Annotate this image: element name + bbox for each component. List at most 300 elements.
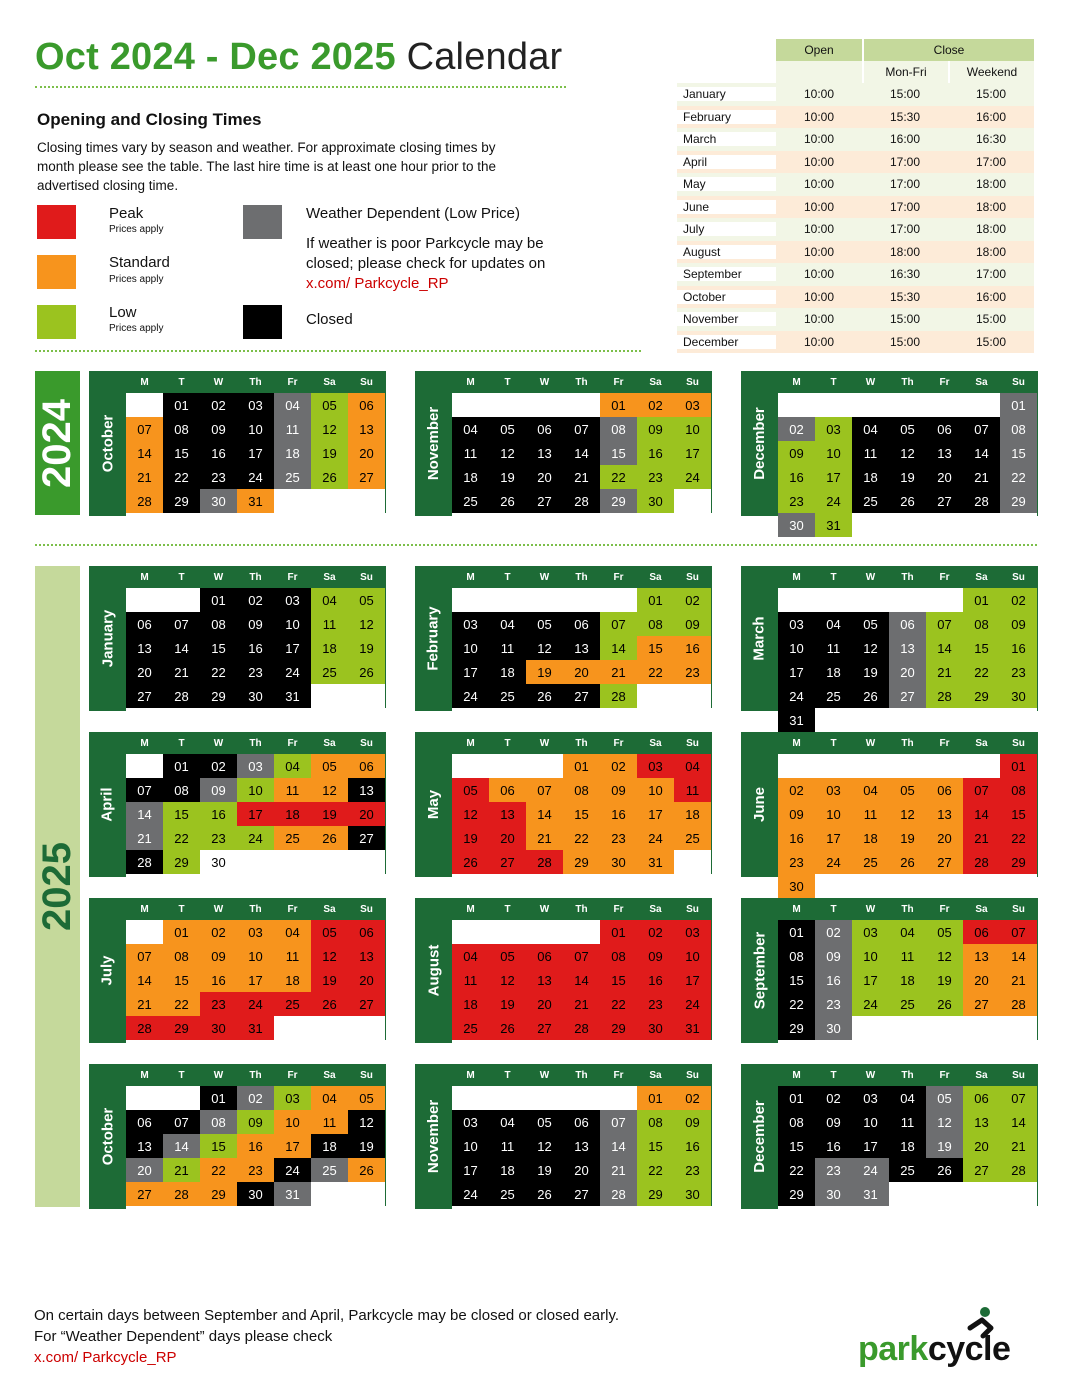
year-2024-label: 2024 xyxy=(35,398,80,488)
day-cell: 04 xyxy=(489,612,526,636)
day-cell: 16 xyxy=(815,968,852,992)
day-cell: 25 xyxy=(852,850,889,874)
day-cell: 07 xyxy=(126,778,163,802)
weekday-header: Th xyxy=(901,903,914,915)
day-cell: 05 xyxy=(489,417,526,441)
times-close-monfri: 17:00 xyxy=(889,222,921,237)
blank-cell xyxy=(889,393,926,417)
day-cell: 04 xyxy=(311,1086,348,1110)
blank-cell xyxy=(348,1182,385,1206)
day-cell: 18 xyxy=(674,802,711,826)
weekday-header: Su xyxy=(360,376,373,388)
day-cell: 04 xyxy=(852,778,889,802)
day-cell: 16 xyxy=(1000,636,1037,660)
day-cell: 27 xyxy=(963,1158,1000,1182)
weekday-header: M xyxy=(792,376,801,388)
day-cell: 19 xyxy=(311,802,348,826)
day-cell: 07 xyxy=(926,612,963,636)
day-cell: 30 xyxy=(237,684,274,708)
logo-park-text: park xyxy=(858,1330,928,1368)
day-cell: 05 xyxy=(526,1110,563,1134)
blank-cell xyxy=(778,393,815,417)
blank-cell xyxy=(889,874,926,898)
blank-cell xyxy=(1000,708,1037,732)
footer-note xyxy=(34,1305,619,1368)
day-cell: 28 xyxy=(126,850,163,874)
day-cell: 09 xyxy=(637,417,674,441)
blank-cell xyxy=(311,1182,348,1206)
day-cell: 01 xyxy=(1000,754,1037,778)
month-label xyxy=(741,898,778,1043)
day-cell: 16 xyxy=(637,968,674,992)
times-close-weekend: 17:00 xyxy=(975,154,1007,169)
blank-cell xyxy=(963,874,1000,898)
times-row xyxy=(677,128,1034,151)
weekday-header: Sa xyxy=(649,571,662,583)
day-cell: 10 xyxy=(274,1110,311,1134)
day-cell: 13 xyxy=(348,417,385,441)
blank-cell xyxy=(852,708,889,732)
weekday-header: Th xyxy=(249,903,262,915)
day-cell: 20 xyxy=(348,441,385,465)
day-cell: 28 xyxy=(126,489,163,513)
day-cell: 08 xyxy=(600,417,637,441)
blank-cell xyxy=(778,588,815,612)
day-cell: 24 xyxy=(274,1158,311,1182)
day-cell: 17 xyxy=(237,441,274,465)
day-cell: 17 xyxy=(674,441,711,465)
day-cell: 12 xyxy=(311,944,348,968)
day-cell: 21 xyxy=(1000,968,1037,992)
day-cell: 31 xyxy=(815,513,852,537)
day-cell: 02 xyxy=(200,920,237,944)
day-cell: 17 xyxy=(852,968,889,992)
weekday-header: Th xyxy=(575,903,588,915)
times-open: 10:00 xyxy=(803,87,835,102)
day-cell: 02 xyxy=(815,1086,852,1110)
day-cell: 08 xyxy=(200,1110,237,1134)
blank-cell xyxy=(926,393,963,417)
month-february xyxy=(415,566,712,711)
blank-area xyxy=(452,1040,712,1043)
day-cell: 01 xyxy=(600,393,637,417)
day-cell: 19 xyxy=(526,660,563,684)
weekday-header: T xyxy=(178,376,185,388)
closed-swatch xyxy=(243,305,282,339)
times-open-header: Open xyxy=(776,39,862,61)
day-cell: 26 xyxy=(926,1158,963,1182)
day-cell: 17 xyxy=(778,660,815,684)
day-cell: 03 xyxy=(274,1086,311,1110)
day-cell: 01 xyxy=(778,920,815,944)
day-cell: 15 xyxy=(778,1134,815,1158)
day-cell: 14 xyxy=(926,636,963,660)
times-close-weekend: 15:00 xyxy=(975,334,1007,349)
weekday-header: W xyxy=(213,903,224,915)
weekday-header: Th xyxy=(575,1069,588,1081)
day-cell: 26 xyxy=(526,684,563,708)
day-cell: 23 xyxy=(200,826,237,850)
day-cell: 04 xyxy=(311,588,348,612)
day-cell: 05 xyxy=(311,393,348,417)
blank-cell xyxy=(311,489,348,513)
times-close-header: Close xyxy=(862,39,1034,61)
day-cell: 25 xyxy=(889,1158,926,1182)
day-cell: 16 xyxy=(200,968,237,992)
day-cell: 31 xyxy=(274,684,311,708)
opening-text: Closing times vary by season and weather. For approximate closing times by month please see the table. The last hire time is at least one hour prior to the advertised closing time. xyxy=(37,140,497,193)
blank-area xyxy=(452,513,712,516)
weekday-header: Sa xyxy=(649,903,662,915)
day-cell: 07 xyxy=(600,1110,637,1134)
day-cell: 28 xyxy=(163,684,200,708)
day-cell: 09 xyxy=(200,417,237,441)
weekday-header: Sa xyxy=(649,1069,662,1081)
day-cell: 25 xyxy=(852,489,889,513)
day-cell: 29 xyxy=(1000,850,1037,874)
peak-sub: Prices apply xyxy=(109,224,164,235)
day-cell: 22 xyxy=(600,465,637,489)
blank-cell xyxy=(348,684,385,708)
day-cell: 18 xyxy=(311,1134,348,1158)
weekday-header: Th xyxy=(901,1069,914,1081)
blank-area xyxy=(126,1206,386,1209)
day-cell: 27 xyxy=(348,992,385,1016)
day-cell: 04 xyxy=(815,612,852,636)
day-cell: 23 xyxy=(237,1158,274,1182)
day-cell: 16 xyxy=(200,441,237,465)
day-cell: 15 xyxy=(163,441,200,465)
month-name: July xyxy=(98,955,116,986)
day-cell: 26 xyxy=(489,1016,526,1040)
day-cell: 28 xyxy=(600,684,637,708)
day-cell: 10 xyxy=(237,778,274,802)
weekday-header: Su xyxy=(686,737,699,749)
day-cell: 01 xyxy=(200,588,237,612)
day-cell: 18 xyxy=(852,465,889,489)
day-cell: 21 xyxy=(126,992,163,1016)
day-cell: 17 xyxy=(274,1134,311,1158)
blank-cell xyxy=(237,850,274,874)
month-label xyxy=(415,732,452,877)
day-cell: 19 xyxy=(852,660,889,684)
times-row xyxy=(677,151,1034,174)
blank-cell xyxy=(126,588,163,612)
day-cell: 26 xyxy=(311,465,348,489)
weekday-header: Sa xyxy=(323,571,336,583)
blank-cell xyxy=(926,588,963,612)
weekday-header: Su xyxy=(686,1069,699,1081)
day-cell: 09 xyxy=(674,1110,711,1134)
blank-cell xyxy=(489,1086,526,1110)
blank-cell xyxy=(852,1016,889,1040)
blank-cell xyxy=(311,850,348,874)
day-cell: 26 xyxy=(348,1158,385,1182)
day-cell: 04 xyxy=(489,1110,526,1134)
day-cell: 12 xyxy=(489,968,526,992)
blank-cell xyxy=(526,754,563,778)
day-cell: 16 xyxy=(674,636,711,660)
day-cell: 09 xyxy=(237,612,274,636)
times-open: 10:00 xyxy=(803,132,835,147)
times-open: 10:00 xyxy=(803,244,835,259)
weekday-header: Su xyxy=(1012,737,1025,749)
day-cell: 14 xyxy=(563,968,600,992)
day-cell: 14 xyxy=(1000,944,1037,968)
times-close-weekend: 18:00 xyxy=(975,244,1007,259)
day-cell: 19 xyxy=(311,441,348,465)
day-cell: 25 xyxy=(452,1016,489,1040)
day-cell: 09 xyxy=(600,778,637,802)
day-cell: 03 xyxy=(778,612,815,636)
peak-label: Peak xyxy=(109,205,144,222)
times-month: November xyxy=(677,312,776,326)
parkcycle-logo xyxy=(858,1306,1038,1368)
weekday-header: Su xyxy=(686,571,699,583)
times-close-weekend: 16:00 xyxy=(975,109,1007,124)
day-cell: 25 xyxy=(489,1182,526,1206)
day-cell: 10 xyxy=(852,1110,889,1134)
weekday-header: T xyxy=(178,903,185,915)
day-cell: 27 xyxy=(126,684,163,708)
day-cell: 30 xyxy=(778,874,815,898)
day-cell: 16 xyxy=(237,1134,274,1158)
day-cell: 29 xyxy=(163,1016,200,1040)
day-cell: 06 xyxy=(926,778,963,802)
blank-cell xyxy=(311,684,348,708)
weekday-header: Su xyxy=(360,903,373,915)
day-cell: 05 xyxy=(311,754,348,778)
blank-cell xyxy=(926,708,963,732)
day-cell: 05 xyxy=(452,778,489,802)
blank-cell xyxy=(963,754,1000,778)
weekday-header: Su xyxy=(1012,1069,1025,1081)
day-cell: 15 xyxy=(600,968,637,992)
day-cell: 27 xyxy=(526,1016,563,1040)
blank-cell xyxy=(163,1086,200,1110)
blank-cell xyxy=(600,588,637,612)
day-cell: 28 xyxy=(163,1182,200,1206)
day-cell: 24 xyxy=(237,826,274,850)
times-open: 10:00 xyxy=(803,109,835,124)
times-month: December xyxy=(677,335,776,349)
month-name: October xyxy=(99,414,117,473)
day-cell: 01 xyxy=(163,393,200,417)
legend-divider xyxy=(35,350,641,352)
month-name: June xyxy=(750,786,768,823)
blank-cell xyxy=(852,588,889,612)
day-cell: 07 xyxy=(1000,920,1037,944)
day-cell: 02 xyxy=(637,393,674,417)
weather-note: If weather is poor Parkcycle may be closed; please check for updates on xyxy=(306,235,546,272)
day-cell: 17 xyxy=(452,1158,489,1182)
day-cell: 24 xyxy=(274,660,311,684)
day-cell: 26 xyxy=(311,826,348,850)
day-cell: 07 xyxy=(163,612,200,636)
day-cell: 11 xyxy=(489,636,526,660)
weekday-header: Su xyxy=(686,903,699,915)
day-cell: 24 xyxy=(674,465,711,489)
weekday-header: W xyxy=(539,737,550,749)
day-cell: 16 xyxy=(637,441,674,465)
weekday-header: Fr xyxy=(287,571,298,583)
day-cell: 13 xyxy=(926,802,963,826)
times-month: February xyxy=(677,110,776,124)
day-cell: 03 xyxy=(237,920,274,944)
weekday-header: Fr xyxy=(613,903,624,915)
day-cell: 11 xyxy=(852,802,889,826)
month-label xyxy=(89,898,126,1043)
closed-label: Closed xyxy=(306,311,353,328)
weekday-header: Th xyxy=(575,376,588,388)
day-cell: 11 xyxy=(815,636,852,660)
times-month: May xyxy=(677,177,776,191)
blank-cell xyxy=(889,1016,926,1040)
day-cell: 21 xyxy=(963,826,1000,850)
blank-cell xyxy=(526,588,563,612)
day-cell: 30 xyxy=(1000,684,1037,708)
day-cell: 08 xyxy=(1000,417,1037,441)
month-label xyxy=(89,566,126,711)
day-cell: 09 xyxy=(200,778,237,802)
day-cell: 22 xyxy=(200,660,237,684)
day-cell: 14 xyxy=(163,636,200,660)
day-cell: 12 xyxy=(452,802,489,826)
blank-cell xyxy=(963,513,1000,537)
day-cell: 24 xyxy=(852,1158,889,1182)
day-cell: 06 xyxy=(926,417,963,441)
weekday-header: Su xyxy=(360,1069,373,1081)
year-2024-bar xyxy=(35,371,80,515)
day-cell: 02 xyxy=(600,754,637,778)
day-cell: 21 xyxy=(126,826,163,850)
day-cell: 07 xyxy=(163,1110,200,1134)
peak-swatch xyxy=(37,205,76,239)
day-cell: 08 xyxy=(600,944,637,968)
day-cell: 31 xyxy=(852,1182,889,1206)
month-december xyxy=(741,1064,1038,1209)
day-cell: 04 xyxy=(452,417,489,441)
day-cell: 23 xyxy=(815,992,852,1016)
day-cell: 23 xyxy=(778,850,815,874)
day-cell: 16 xyxy=(674,1134,711,1158)
day-cell: 31 xyxy=(274,1182,311,1206)
blank-cell xyxy=(637,684,674,708)
day-cell: 02 xyxy=(1000,588,1037,612)
weekday-header: W xyxy=(213,737,224,749)
blank-cell xyxy=(852,513,889,537)
weekday-header: Fr xyxy=(939,737,950,749)
day-cell: 04 xyxy=(452,944,489,968)
month-name: March xyxy=(751,616,768,661)
footer-link[interactable]: x.com/ Parkcycle_RP xyxy=(34,1349,177,1366)
day-cell: 23 xyxy=(237,660,274,684)
times-close-weekend: 18:00 xyxy=(975,222,1007,237)
day-cell: 11 xyxy=(452,968,489,992)
blank-cell xyxy=(674,684,711,708)
day-cell: 12 xyxy=(926,1110,963,1134)
day-cell: 24 xyxy=(852,992,889,1016)
day-cell: 18 xyxy=(452,465,489,489)
day-cell: 14 xyxy=(563,441,600,465)
day-cell: 26 xyxy=(348,660,385,684)
day-cell: 09 xyxy=(1000,612,1037,636)
weekday-header: Fr xyxy=(287,376,298,388)
weekday-header: T xyxy=(830,571,837,583)
day-cell: 03 xyxy=(852,920,889,944)
day-cell: 13 xyxy=(889,636,926,660)
day-cell: 02 xyxy=(674,1086,711,1110)
day-cell: 13 xyxy=(126,1134,163,1158)
day-cell: 10 xyxy=(237,417,274,441)
day-cell: 27 xyxy=(126,1182,163,1206)
day-cell: 01 xyxy=(778,1086,815,1110)
day-cell: 01 xyxy=(1000,393,1037,417)
weekday-header: Sa xyxy=(323,737,336,749)
blank-cell xyxy=(311,1016,348,1040)
blank-area xyxy=(452,708,712,711)
blank-cell xyxy=(348,1016,385,1040)
day-cell: 30 xyxy=(815,1182,852,1206)
day-cell: 01 xyxy=(200,1086,237,1110)
day-cell: 20 xyxy=(526,992,563,1016)
day-cell: 28 xyxy=(926,684,963,708)
day-cell: 25 xyxy=(311,660,348,684)
day-cell: 02 xyxy=(237,588,274,612)
day-cell: 15 xyxy=(200,1134,237,1158)
blank-cell xyxy=(526,920,563,944)
weekday-header: Fr xyxy=(613,376,624,388)
day-cell: 31 xyxy=(237,1016,274,1040)
weekday-header: Su xyxy=(360,737,373,749)
month-label xyxy=(741,1064,778,1209)
day-cell: 25 xyxy=(815,684,852,708)
blank-cell xyxy=(126,754,163,778)
weekday-header: Fr xyxy=(613,737,624,749)
month-label xyxy=(89,1064,126,1209)
day-cell: 19 xyxy=(926,1134,963,1158)
times-open: 10:00 xyxy=(803,334,835,349)
day-cell: 14 xyxy=(126,802,163,826)
weekday-header: M xyxy=(466,903,475,915)
weekday-header: M xyxy=(466,571,475,583)
blank-cell xyxy=(1000,1016,1037,1040)
day-cell: 15 xyxy=(1000,802,1037,826)
weekday-header: Th xyxy=(249,376,262,388)
blank-cell xyxy=(563,920,600,944)
weekday-header: W xyxy=(865,737,876,749)
weather-link[interactable]: x.com/ Parkcycle_RP xyxy=(306,275,449,292)
day-cell: 24 xyxy=(237,992,274,1016)
blank-cell xyxy=(1000,874,1037,898)
day-cell: 03 xyxy=(815,417,852,441)
day-cell: 04 xyxy=(889,1086,926,1110)
day-cell: 22 xyxy=(778,1158,815,1182)
times-row xyxy=(677,218,1034,241)
blank-cell xyxy=(489,920,526,944)
day-cell: 30 xyxy=(815,1016,852,1040)
day-cell: 14 xyxy=(163,1134,200,1158)
blank-area xyxy=(126,513,386,516)
day-cell: 15 xyxy=(200,636,237,660)
weekday-header: Sa xyxy=(323,376,336,388)
weekday-header: Sa xyxy=(323,903,336,915)
day-cell: 25 xyxy=(489,684,526,708)
day-cell: 25 xyxy=(274,826,311,850)
day-cell: 15 xyxy=(637,1134,674,1158)
day-cell: 14 xyxy=(963,802,1000,826)
day-cell: 08 xyxy=(163,944,200,968)
